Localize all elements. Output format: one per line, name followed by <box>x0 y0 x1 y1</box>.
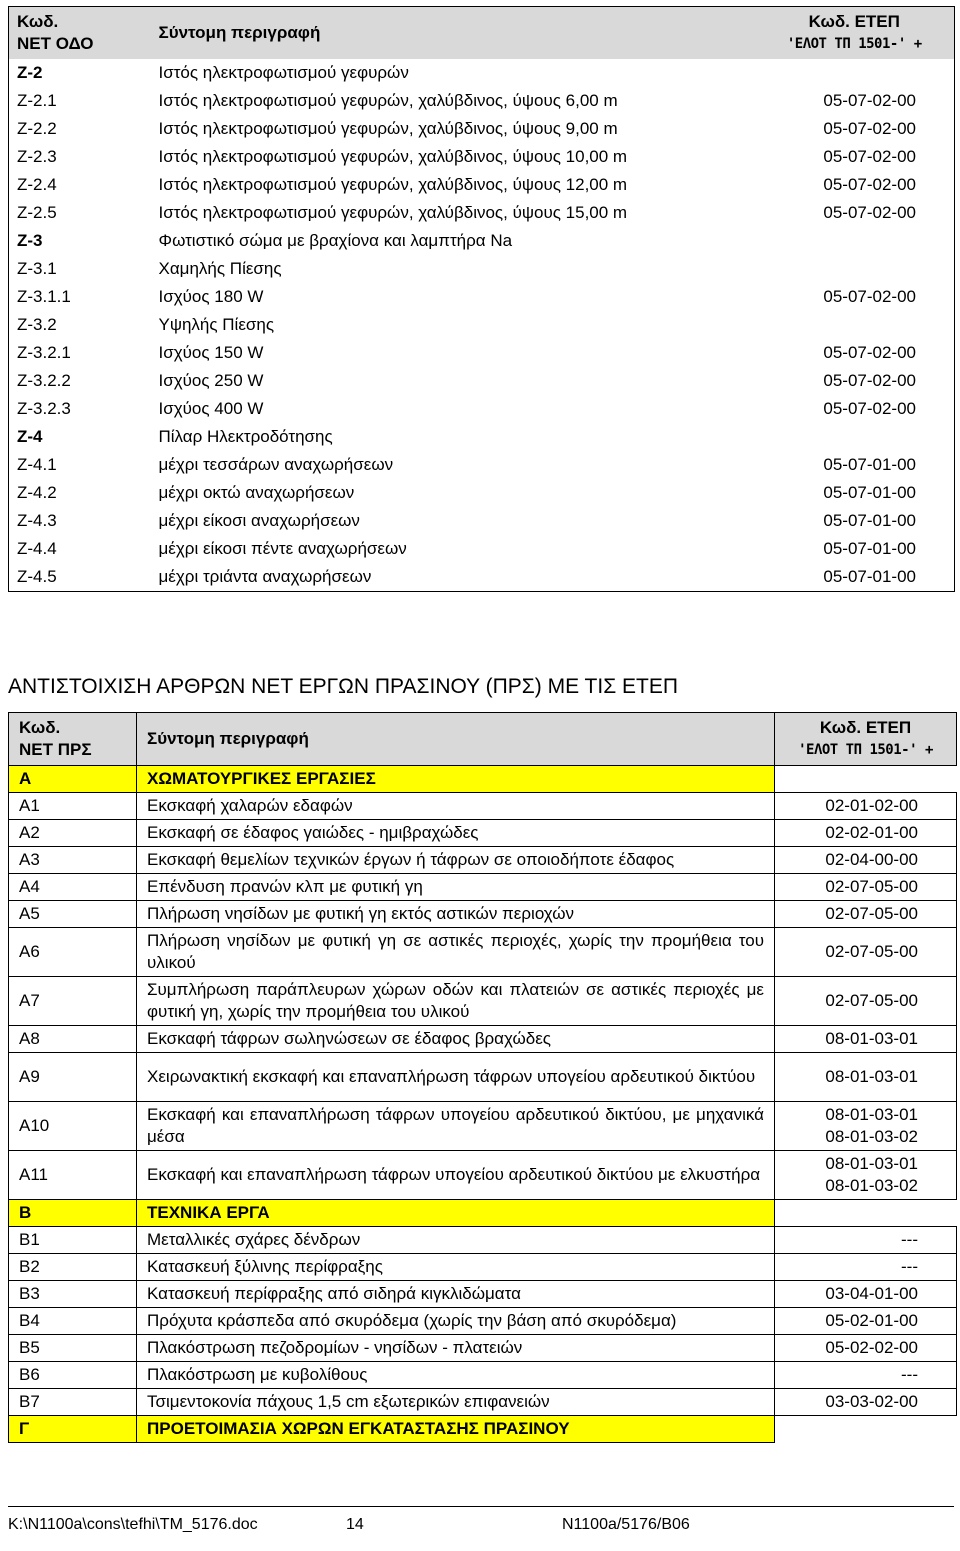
row-description: Κατασκευή ξύλινης περίφραξης <box>137 1254 775 1281</box>
table-row <box>9 451 955 479</box>
row-etep: 05-07-01-00 <box>823 539 916 558</box>
table-row <box>9 283 955 311</box>
row-etep <box>775 874 957 901</box>
etep-code: 02-01-02-00 <box>825 796 918 815</box>
row-code: Ζ-2.3 <box>17 147 57 166</box>
header-etep-line1: Κωδ. ΕΤΕΠ <box>819 718 912 737</box>
row-description: Ισχύος 180 W <box>158 287 264 306</box>
table-row <box>9 227 955 255</box>
header-code <box>9 7 151 60</box>
row-etep: 05-07-02-00 <box>823 147 916 166</box>
row-etep <box>775 1389 957 1416</box>
row-code: Ζ-3.1 <box>17 259 57 278</box>
header-code-line1: Κωδ. <box>19 718 61 737</box>
row-code: Ζ-3.2.2 <box>17 371 71 390</box>
row-code: Α <box>9 766 137 793</box>
row-etep: 05-07-02-00 <box>823 343 916 362</box>
row-code: Β4 <box>9 1308 137 1335</box>
row-etep <box>775 1362 957 1389</box>
row-description: Ισχύος 150 W <box>158 343 264 362</box>
table-row <box>9 479 955 507</box>
row-code: Ζ-4.4 <box>17 539 57 558</box>
etep-code: --- <box>901 1230 918 1249</box>
row-code: Α7 <box>9 977 137 1026</box>
table-row <box>9 367 955 395</box>
row-etep <box>775 820 957 847</box>
row-description: Συμπλήρωση παράπλευρων χώρων οδών και πλατειών σε αστικές περιοχές με φυτική γη, χωρίς την προμήθεια του υλικού <box>137 977 775 1026</box>
row-etep: 05-07-01-00 <box>823 483 916 502</box>
table-row <box>9 793 957 820</box>
table-row <box>9 1362 957 1389</box>
row-code: Α8 <box>9 1026 137 1053</box>
header-code-line1: Κωδ. <box>17 12 59 31</box>
row-description: ΠΡΟΕΤΟΙΜΑΣΙΑ ΧΩΡΩΝ ΕΓΚΑΤΑΣΤΑΣΗΣ ΠΡΑΣΙΝΟΥ <box>137 1416 775 1443</box>
row-etep <box>775 977 957 1026</box>
table-row <box>9 977 957 1026</box>
row-etep <box>775 1335 957 1362</box>
row-etep <box>775 1053 957 1102</box>
row-description: Ιστός ηλεκτροφωτισμού γεφυρών, χαλύβδινος, ύψους 15,00 m <box>158 203 628 222</box>
row-etep: 05-07-02-00 <box>823 371 916 390</box>
table-header-row <box>9 7 955 60</box>
row-description: Εκσκαφή θεμελίων τεχνικών έργων ή τάφρων σε οποιοδήποτε έδαφος <box>137 847 775 874</box>
footer-file-path: K:\N1100a\cons\tefhi\TM_5176.doc <box>8 1516 258 1533</box>
row-description: Εκσκαφή χαλαρών εδαφών <box>137 793 775 820</box>
row-code: Α3 <box>9 847 137 874</box>
header-etep <box>775 713 957 766</box>
table-row <box>9 563 955 592</box>
header-code <box>9 713 137 766</box>
table-row <box>9 928 957 977</box>
row-code: Β7 <box>9 1389 137 1416</box>
row-code: Α10 <box>9 1102 137 1151</box>
row-description: Ιστός ηλεκτροφωτισμού γεφυρών, χαλύβδινος, ύψους 9,00 m <box>158 119 618 138</box>
etep-code: 05-02-02-00 <box>825 1338 918 1357</box>
row-description: μέχρι είκοσι πέντε αναχωρήσεων <box>158 539 407 558</box>
row-code: Ζ-2.4 <box>17 175 57 194</box>
row-code: Ζ-4.1 <box>17 455 57 474</box>
row-etep: 05-07-02-00 <box>823 119 916 138</box>
row-description: Χειρωνακτική εκσκαφή και επαναπλήρωση τάφρων υπογείου αρδευτικού δικτύου <box>137 1053 775 1102</box>
table-row <box>9 820 957 847</box>
row-etep <box>775 1416 957 1443</box>
table-row <box>9 115 955 143</box>
table-row <box>9 874 957 901</box>
table-row <box>9 339 955 367</box>
row-description: Πλακόστρωση πεζοδρομίων - νησίδων - πλατειών <box>137 1335 775 1362</box>
row-description: Εκσκαφή τάφρων σωληνώσεων σε έδαφος βραχώδες <box>137 1026 775 1053</box>
row-code: Α2 <box>9 820 137 847</box>
header-description: Σύντομη περιγραφή <box>151 7 755 60</box>
table-row <box>9 423 955 451</box>
row-description: Ισχύος 250 W <box>158 371 264 390</box>
etep-code: 05-02-01-00 <box>825 1311 918 1330</box>
row-etep: 05-07-02-00 <box>823 203 916 222</box>
row-code: Ζ-4.5 <box>17 567 57 586</box>
section-heading-row <box>9 766 957 793</box>
table-row <box>9 1335 957 1362</box>
row-etep <box>775 1200 957 1227</box>
header-code-line2: ΝΕΤ ΠΡΣ <box>19 740 92 759</box>
header-etep <box>755 7 955 60</box>
table-row <box>9 847 957 874</box>
row-etep <box>775 1151 957 1200</box>
row-description: Φωτιστικό σώμα με βραχίονα και λαμπτήρα Na <box>158 231 513 250</box>
row-etep <box>775 766 957 793</box>
table-row <box>9 1053 957 1102</box>
row-code: Ζ-4 <box>17 427 43 446</box>
row-code: Β3 <box>9 1281 137 1308</box>
table-row <box>9 1102 957 1151</box>
row-description: Ιστός ηλεκτροφωτισμού γεφυρών <box>158 63 409 82</box>
row-code: Β6 <box>9 1362 137 1389</box>
row-description: Υψηλής Πίεσης <box>158 315 275 334</box>
header-etep-line2: 'ΕΛΟΤ ΤΠ 1501-' + <box>786 36 922 52</box>
table-row <box>9 1281 957 1308</box>
row-etep: 05-07-02-00 <box>823 287 916 306</box>
row-code: Β2 <box>9 1254 137 1281</box>
row-description: Εκσκαφή και επαναπλήρωση τάφρων υπογείου αρδευτικού δικτύου, με μηχανικά μέσα <box>137 1102 775 1151</box>
row-etep <box>755 227 955 255</box>
row-code: Ζ-3.1.1 <box>17 287 71 306</box>
etep-code: 08-01-03-01 <box>825 1154 918 1173</box>
row-etep <box>775 1227 957 1254</box>
section-heading-row <box>9 1416 957 1443</box>
etep-code: 02-07-05-00 <box>825 942 918 961</box>
table-row <box>9 311 955 339</box>
row-etep <box>755 311 955 339</box>
etep-code: 03-04-01-00 <box>825 1284 918 1303</box>
etep-code: 02-04-00-00 <box>825 850 918 869</box>
etep-code: 02-07-05-00 <box>825 904 918 923</box>
table-row <box>9 87 955 115</box>
table-row <box>9 1151 957 1200</box>
row-etep <box>775 1102 957 1151</box>
table-row <box>9 1389 957 1416</box>
row-code: Α1 <box>9 793 137 820</box>
row-code: Α5 <box>9 901 137 928</box>
row-etep <box>775 1254 957 1281</box>
row-description: Επένδυση πρανών κλπ με φυτική γη <box>137 874 775 901</box>
row-etep <box>775 1026 957 1053</box>
header-etep-line2: 'ΕΛΟΤ ΤΠ 1501-' + <box>798 742 933 758</box>
row-code: Ζ-2.5 <box>17 203 57 222</box>
row-code: Ζ-2 <box>17 63 43 82</box>
row-etep <box>755 59 955 87</box>
header-etep-line1: Κωδ. ΕΤΕΠ <box>808 12 900 31</box>
table-row <box>9 1308 957 1335</box>
section-heading-row <box>9 1200 957 1227</box>
row-description: ΧΩΜΑΤΟΥΡΓΙΚΕΣ ΕΡΓΑΣΙΕΣ <box>137 766 775 793</box>
row-code: Β1 <box>9 1227 137 1254</box>
row-description: Ιστός ηλεκτροφωτισμού γεφυρών, χαλύβδινος, ύψους 10,00 m <box>158 147 628 166</box>
row-description: Πλακόστρωση με κυβολίθους <box>137 1362 775 1389</box>
row-code: Ζ-3.2.3 <box>17 399 71 418</box>
row-etep <box>775 793 957 820</box>
row-etep <box>775 928 957 977</box>
row-etep <box>775 901 957 928</box>
etep-code: 08-01-03-01 <box>825 1105 918 1124</box>
row-etep: 05-07-02-00 <box>823 399 916 418</box>
table-row <box>9 1026 957 1053</box>
row-etep <box>755 423 955 451</box>
etep-code: 02-02-01-00 <box>825 823 918 842</box>
table-row <box>9 1227 957 1254</box>
row-description: Ισχύος 400 W <box>158 399 264 418</box>
footer-divider <box>8 1506 954 1507</box>
etep-code: 08-01-03-02 <box>825 1176 918 1195</box>
etep-code: 02-07-05-00 <box>825 991 918 1010</box>
table-row <box>9 507 955 535</box>
row-description: Τσιμεντοκονία πάχους 1,5 cm εξωτερικών επιφανειών <box>137 1389 775 1416</box>
row-description: Ιστός ηλεκτροφωτισμού γεφυρών, χαλύβδινος, ύψους 12,00 m <box>158 175 628 194</box>
row-description: Πλήρωση νησίδων με φυτική γη σε αστικές περιοχές, χωρίς την προμήθεια του υλικού <box>137 928 775 977</box>
row-description: μέχρι οκτώ αναχωρήσεων <box>158 483 355 502</box>
row-code: Α9 <box>9 1053 137 1102</box>
row-code: Ζ-4.3 <box>17 511 57 530</box>
table-row <box>9 255 955 283</box>
row-etep <box>775 847 957 874</box>
table-row <box>9 1254 957 1281</box>
row-code: Γ <box>9 1416 137 1443</box>
row-etep: 05-07-02-00 <box>823 91 916 110</box>
row-description: μέχρι είκοσι αναχωρήσεων <box>158 511 360 530</box>
row-code: Ζ-3.2.1 <box>17 343 71 362</box>
row-etep <box>775 1308 957 1335</box>
row-etep: 05-07-02-00 <box>823 175 916 194</box>
footer-page-number: 14 <box>346 1516 364 1533</box>
header-code-line2: ΝΕΤ ΟΔΟ <box>17 34 94 53</box>
row-description: μέχρι τριάντα αναχωρήσεων <box>158 567 372 586</box>
row-description: Μεταλλικές σχάρες δένδρων <box>137 1227 775 1254</box>
table-row <box>9 535 955 563</box>
header-description: Σύντομη περιγραφή <box>137 713 775 766</box>
row-description: Χαμηλής Πίεσης <box>158 259 282 278</box>
row-etep: 05-07-01-00 <box>823 567 916 586</box>
row-code: Α11 <box>9 1151 137 1200</box>
row-description: Εκσκαφή και επαναπλήρωση τάφρων υπογείου αρδευτικού δικτύου με ελκυστήρα <box>137 1151 775 1200</box>
row-code: Ζ-2.2 <box>17 119 57 138</box>
row-code: Α6 <box>9 928 137 977</box>
row-etep: 05-07-01-00 <box>823 511 916 530</box>
net-odo-table <box>8 6 955 592</box>
row-code: Β5 <box>9 1335 137 1362</box>
net-prs-table <box>8 712 957 1443</box>
row-code: Ζ-3.2 <box>17 315 57 334</box>
row-description: Ιστός ηλεκτροφωτισμού γεφυρών, χαλύβδινος, ύψους 6,00 m <box>158 91 618 110</box>
table-header-row <box>9 713 957 766</box>
etep-code: 08-01-03-01 <box>825 1029 918 1048</box>
section-title: ΑΝΤΙΣΤΟΙΧΙΣΗ ΑΡΘΡΩΝ ΝΕΤ ΕΡΓΩΝ ΠΡΑΣΙΝΟΥ (ΠΡΣ) ΜΕ ΤΙΣ ΕΤΕΠ <box>8 675 679 698</box>
row-description: ΤΕΧΝΙΚΑ ΕΡΓΑ <box>137 1200 775 1227</box>
table-row <box>9 171 955 199</box>
etep-code: --- <box>901 1257 918 1276</box>
row-description: Κατασκευή περίφραξης από σιδηρά κιγκλιδώματα <box>137 1281 775 1308</box>
row-description: μέχρι τεσσάρων αναχωρήσεων <box>158 455 394 474</box>
etep-code: 08-01-03-01 <box>825 1067 918 1086</box>
etep-code: 02-07-05-00 <box>825 877 918 896</box>
row-code: Ζ-3 <box>17 231 43 250</box>
footer-reference: N1100a/5176/B06 <box>562 1516 690 1533</box>
row-etep <box>755 255 955 283</box>
row-description: Πίλαρ Ηλεκτροδότησης <box>158 427 333 446</box>
etep-code: 08-01-03-02 <box>825 1127 918 1146</box>
etep-code: --- <box>901 1365 918 1384</box>
row-etep <box>775 1281 957 1308</box>
row-code: Ζ-4.2 <box>17 483 57 502</box>
table-row <box>9 143 955 171</box>
row-description: Πρόχυτα κράσπεδα από σκυρόδεμα (χωρίς την βάση από σκυρόδεμα) <box>137 1308 775 1335</box>
row-description: Πλήρωση νησίδων με φυτική γη εκτός αστικών περιοχών <box>137 901 775 928</box>
row-description: Εκσκαφή σε έδαφος γαιώδες - ημιβραχώδες <box>137 820 775 847</box>
table-row <box>9 395 955 423</box>
table-row <box>9 901 957 928</box>
etep-code: 03-03-02-00 <box>825 1392 918 1411</box>
row-etep: 05-07-01-00 <box>823 455 916 474</box>
row-code: Ζ-2.1 <box>17 91 57 110</box>
table-row <box>9 199 955 227</box>
row-code: Α4 <box>9 874 137 901</box>
table-row <box>9 59 955 87</box>
row-code: Β <box>9 1200 137 1227</box>
